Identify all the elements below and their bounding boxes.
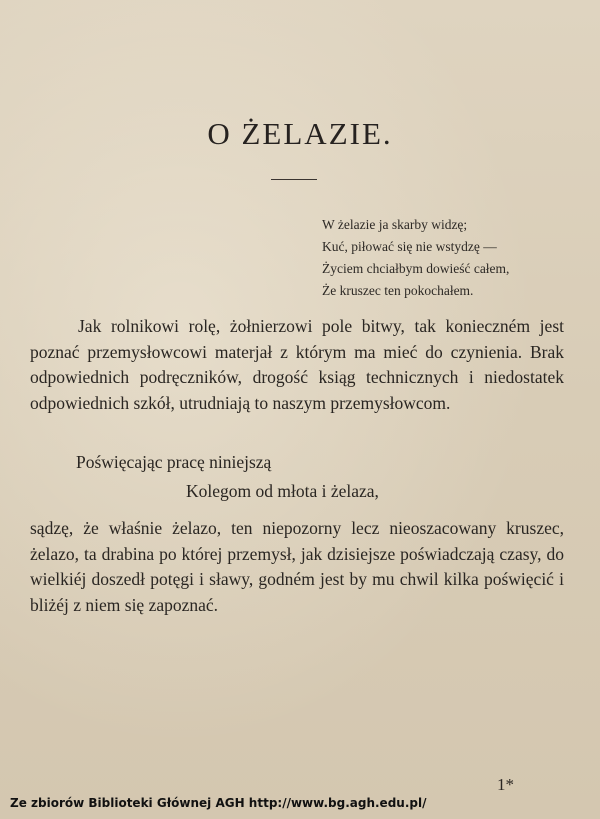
library-footer: Ze zbiorów Biblioteki Głównej AGH http://www.bg.agh.edu.pl/	[10, 796, 427, 810]
dedication-line: Kolegom od młota i żelaza,	[186, 481, 379, 501]
paragraph-intro: Jak rolnikowi rolę, żołnierzowi pole bitwy, tak konieczném jest poznać przemysłowcowi materjał z którym ma mieć do czynienia. Brak odpowiednich podręczników, drogość ksiąg technicznych i niedostatek odpowiednich szkół, utrudniają to naszym przemysłowcom.	[30, 316, 564, 413]
page-number: 1*	[497, 775, 514, 794]
title-divider	[271, 179, 317, 180]
paragraph-main: sądzę, że właśnie żelazo, ten niepozorny lecz nieoszacowany kruszec, żelazo, ta drabina po której przemysł, jak dzisiejsze poświadczają czasy, do wielkiéj doszedł potęgi i sławy, godném jest by mu chwil kilka poświęcić i bliżéj z niem się zapoznać.	[30, 518, 564, 615]
dedication-line: Poświęcając pracę niniejszą	[76, 452, 272, 472]
motto-line: Że kruszec ten pokochałem.	[322, 283, 474, 298]
motto-line: Kuć, piłować się nie wstydzę —	[322, 239, 497, 254]
motto-line: Życiem chciałbym dowieść całem,	[322, 261, 510, 276]
motto-line: W żelazie ja skarby widzę;	[322, 217, 468, 232]
page-title: O ŻELAZIE.	[207, 116, 393, 151]
motto-verse	[322, 214, 509, 302]
